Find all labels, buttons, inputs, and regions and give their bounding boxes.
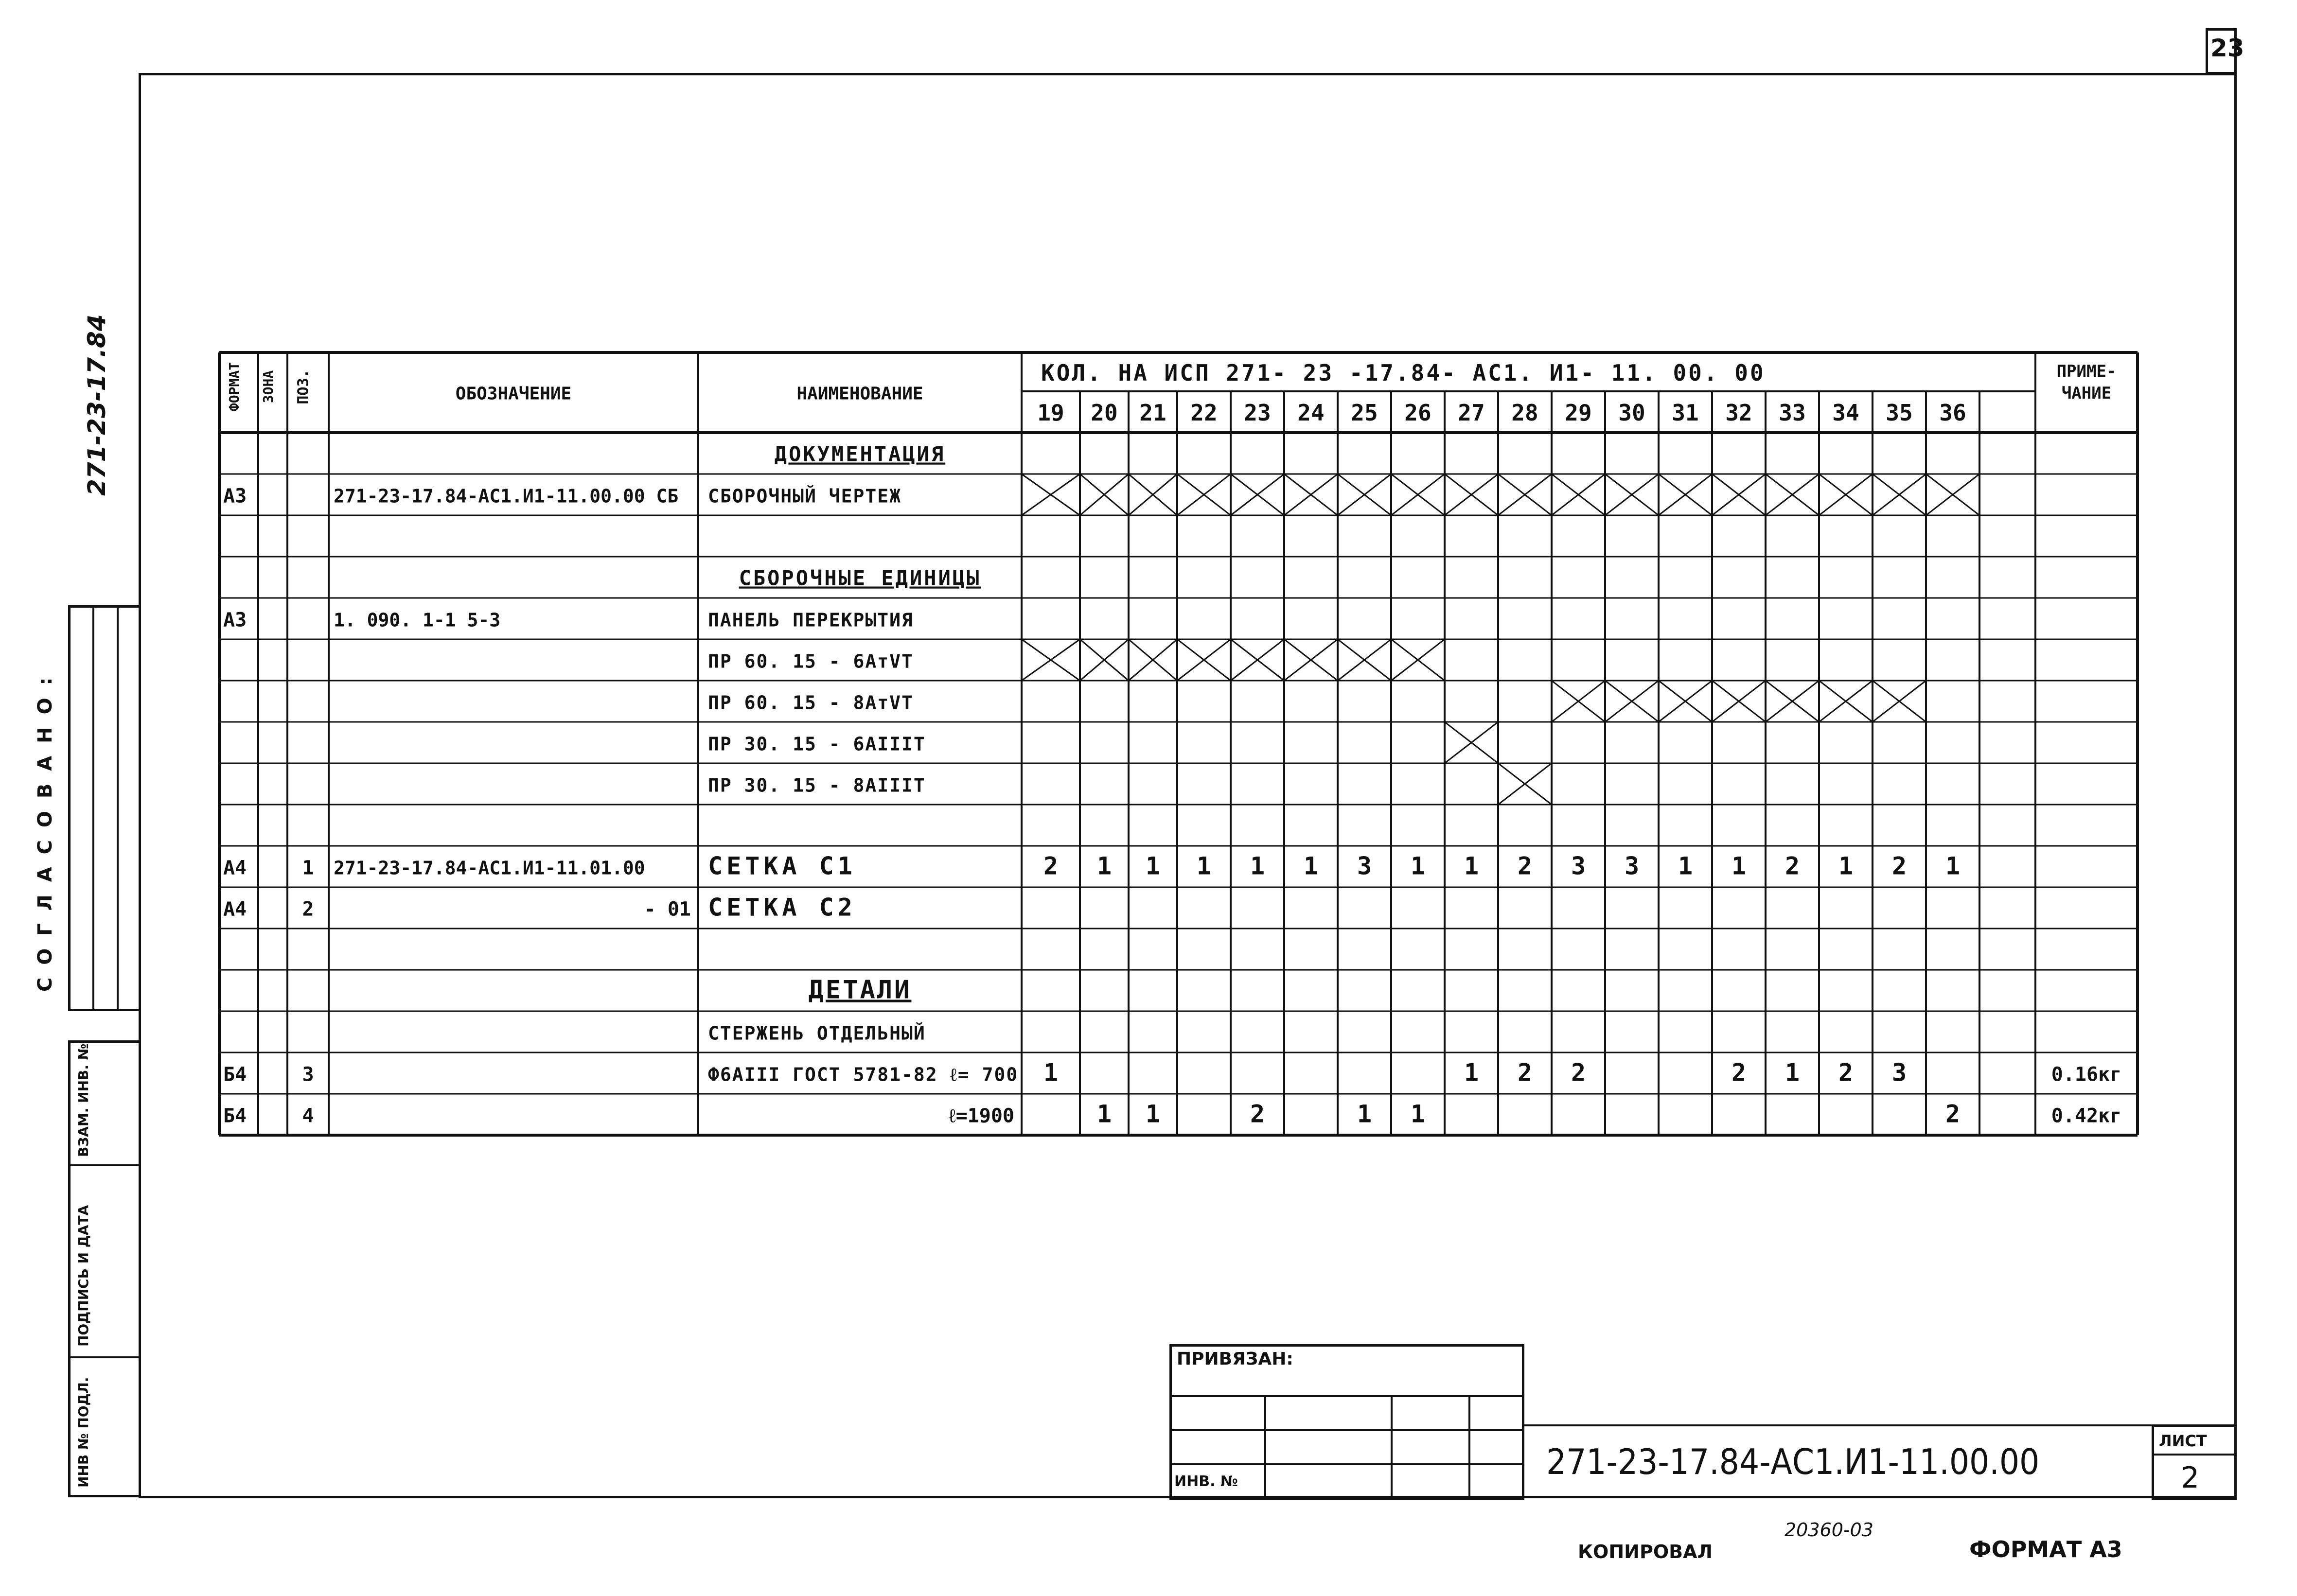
qty-value: 1 — [1945, 852, 1961, 880]
qty-value: 1 — [1145, 852, 1161, 880]
header-pos: ПОЗ. — [295, 369, 312, 404]
cell-pos: 1 — [302, 857, 314, 879]
variant-number: 22 — [1190, 400, 1218, 426]
qty-value: 3 — [1571, 852, 1586, 880]
variant-number: 31 — [1672, 400, 1699, 426]
qty-value: 1 — [1250, 852, 1265, 880]
left-stamp-divider — [92, 605, 94, 1011]
variant-number: 28 — [1511, 400, 1538, 426]
binding-label: ПРИВЯЗАН: — [1177, 1349, 1293, 1369]
side-code: 271-23-17.84 — [83, 314, 111, 496]
copied-label: КОПИРОВАЛ — [1578, 1541, 1713, 1562]
left-stamp-replace-label: ВЗАМ. ИНВ. № — [75, 1043, 91, 1157]
qty-value: 2 — [1571, 1058, 1586, 1087]
qty-value: 2 — [1517, 852, 1533, 880]
cell-pos: 3 — [302, 1063, 314, 1086]
qty-value: 2 — [1785, 852, 1800, 880]
binding-line — [1169, 1395, 1524, 1397]
qty-value: 2 — [1043, 852, 1059, 880]
variant-number: 35 — [1886, 400, 1913, 426]
variant-number: 26 — [1404, 400, 1431, 426]
qty-value: 1 — [1731, 852, 1747, 880]
qty-value: 3 — [1624, 852, 1640, 880]
variant-number: 34 — [1832, 400, 1859, 426]
left-stamp-divider — [117, 605, 119, 1011]
cell-name: ПАНЕЛЬ ПЕРЕКРЫТИЯ — [708, 609, 914, 631]
cell-format: А3 — [223, 609, 247, 631]
variant-number: 25 — [1351, 400, 1378, 426]
header-qty-title: КОЛ. НА ИСП 271- 23 -17.84- АС1. И1- 11. 00. 00 — [1041, 360, 1766, 386]
qty-value: 1 — [1464, 1058, 1479, 1087]
qty-value: 1 — [1357, 1100, 1372, 1128]
qty-value: 2 — [1250, 1100, 1265, 1128]
qty-value: 1 — [1410, 1100, 1426, 1128]
header-zone: ЗОНА — [260, 370, 276, 403]
cell-format: А4 — [223, 898, 247, 921]
variant-number: 29 — [1565, 400, 1592, 426]
cell-format: Б4 — [223, 1063, 247, 1086]
cell-pos: 2 — [302, 898, 314, 921]
cell-designation: - 01 — [644, 898, 691, 921]
cell-name: ПР 30. 15 - 6АIIIТ — [708, 733, 926, 755]
binding-vline — [1264, 1395, 1266, 1500]
cell-note: 0.42кг — [2051, 1105, 2122, 1127]
qty-value: 1 — [1043, 1058, 1059, 1087]
qty-value: 1 — [1785, 1058, 1800, 1087]
section-title: ДОКУМЕНТАЦИЯ — [774, 442, 946, 466]
copy-number: 20360-03 — [1785, 1519, 1873, 1541]
title-block-top — [1524, 1424, 2237, 1426]
section-title: ДЕТАЛИ — [808, 975, 912, 1005]
binding-vline — [1391, 1395, 1393, 1500]
binding-vline — [1468, 1395, 1470, 1500]
sheet-label: ЛИСТ — [2159, 1432, 2207, 1450]
header-designation: ОБОЗНАЧЕНИЕ — [455, 384, 572, 404]
cell-note: 0.16кг — [2051, 1063, 2122, 1086]
cell-designation: 271-23-17.84-АС1.И1-11.01.00 — [334, 857, 645, 879]
format-label: ФОРМАТ А3 — [1969, 1536, 2122, 1562]
variant-number: 21 — [1139, 400, 1166, 426]
qty-value: 2 — [1838, 1058, 1854, 1087]
cell-name: ПР 60. 15 - 6АтVТ — [708, 650, 914, 672]
variant-number: 20 — [1091, 400, 1118, 426]
header-name: НАИМЕНОВАНИЕ — [796, 384, 923, 404]
qty-value: 2 — [1891, 852, 1907, 880]
approval-label: С О Г Л А С О В А Н О : — [34, 674, 56, 992]
binding-line — [1169, 1463, 1524, 1465]
header-format: ФОРМАТ — [226, 362, 242, 412]
variant-number: 30 — [1618, 400, 1645, 426]
qty-value: 1 — [1464, 852, 1479, 880]
left-stamp-hline — [68, 1164, 141, 1166]
section-title: СБОРОЧНЫЕ ЕДИНИЦЫ — [739, 566, 981, 590]
qty-value: 2 — [1731, 1058, 1747, 1087]
inv-label: ИНВ. № — [1174, 1473, 1238, 1490]
qty-value: 1 — [1678, 852, 1693, 880]
left-stamp-inv-label: ИНВ № ПОДЛ. — [75, 1377, 91, 1488]
cell-pos: 4 — [302, 1105, 314, 1127]
cell-name: Ф6АIII ГОСТ 5781-82 ℓ= 700 — [708, 1064, 1019, 1086]
header-note: ПРИМЕ- — [2056, 362, 2117, 381]
qty-value: 3 — [1357, 852, 1372, 880]
variant-number: 24 — [1297, 400, 1325, 426]
cell-name: ℓ=1900 — [948, 1105, 1014, 1127]
cell-name: ПР 30. 15 - 8АIIIТ — [708, 774, 926, 796]
qty-value: 3 — [1891, 1058, 1907, 1087]
left-stamp-hline — [68, 1356, 141, 1358]
qty-value: 1 — [1145, 1100, 1161, 1128]
variant-number: 23 — [1244, 400, 1271, 426]
cell-format: Б4 — [223, 1105, 247, 1127]
variant-number: 36 — [1939, 400, 1966, 426]
sheet-number: 2 — [2181, 1461, 2200, 1495]
document-code: 271-23-17.84-АС1.И1-11.00.00 — [1546, 1441, 2040, 1482]
variant-number: 19 — [1037, 400, 1064, 426]
header-note-2: ЧАНИЕ — [2061, 384, 2112, 403]
cell-designation: 1. 090. 1-1 5-3 — [334, 609, 501, 631]
cell-name: ПР 60. 15 - 8АтVТ — [708, 692, 914, 714]
qty-value: 1 — [1096, 852, 1112, 880]
sheet-box-line — [2152, 1454, 2237, 1456]
variant-number: 33 — [1779, 400, 1806, 426]
qty-value: 1 — [1838, 852, 1854, 880]
variant-number: 27 — [1458, 400, 1485, 426]
qty-value: 2 — [1945, 1100, 1961, 1128]
cell-name: СБОРОЧНЫЙ ЧЕРТЕЖ — [708, 485, 902, 507]
qty-value: 1 — [1096, 1100, 1112, 1128]
specification-table — [217, 351, 2140, 1138]
binding-line — [1169, 1429, 1524, 1431]
qty-value: 1 — [1410, 852, 1426, 880]
cell-format: А3 — [223, 485, 247, 508]
variant-number: 32 — [1725, 400, 1752, 426]
cell-name: СЕТКА С1 — [708, 852, 856, 880]
qty-value: 2 — [1517, 1058, 1533, 1087]
cell-name: СТЕРЖЕНЬ ОТДЕЛЬНЫЙ — [708, 1022, 926, 1044]
cell-format: А4 — [223, 857, 247, 879]
left-stamp-sign-label: ПОДПИСЬ И ДАТА — [75, 1205, 91, 1347]
cell-name: СЕТКА С2 — [708, 893, 856, 922]
qty-value: 1 — [1303, 852, 1319, 880]
cell-designation: 271-23-17.84-АС1.И1-11.00.00 СБ — [334, 485, 679, 507]
left-stamp-strip — [68, 605, 141, 1011]
corner-number: 23 — [2210, 34, 2244, 62]
qty-value: 1 — [1196, 852, 1212, 880]
